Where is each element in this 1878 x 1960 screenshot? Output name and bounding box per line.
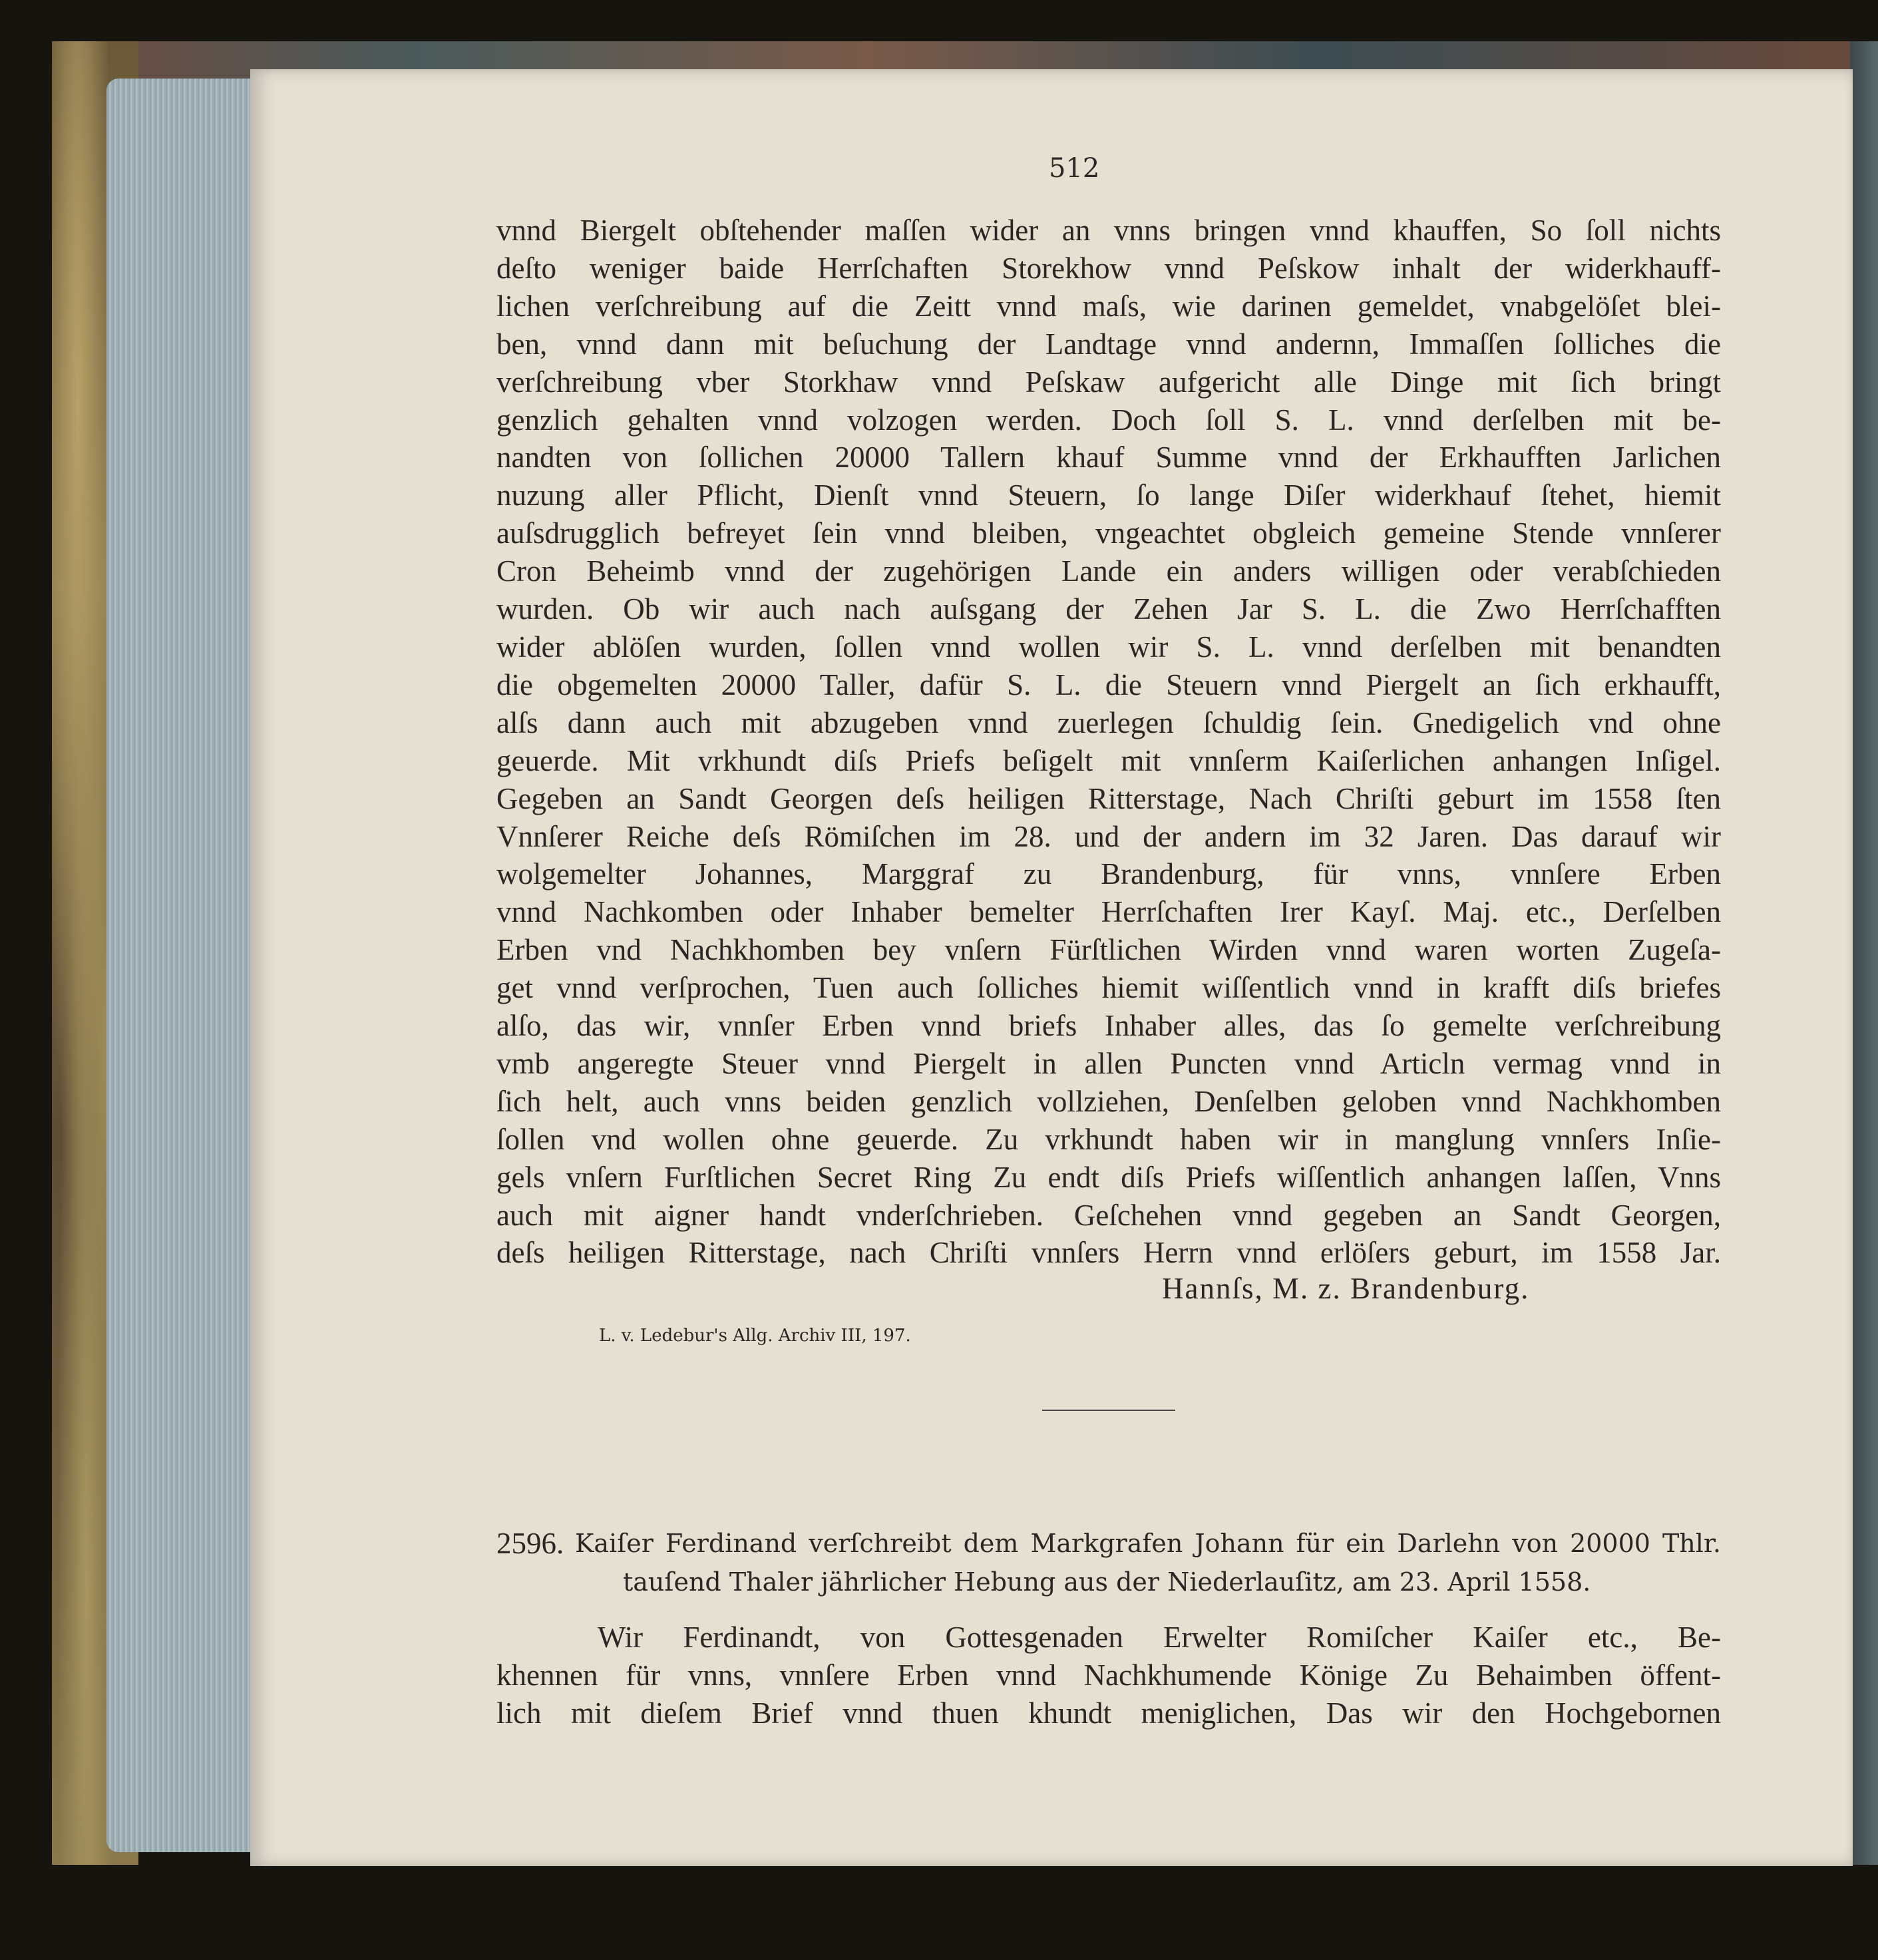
text-line: Wir Ferdinandt, von Gottesgenaden Erwelter Romiſcher Kaiſer etc., Be- (598, 1621, 1721, 1654)
text-line: nandten von ſollichen 20000 Tallern khauf Summe vnnd der Erkhaufften Jarlichen (496, 441, 1721, 475)
source-reference: L. v. Ledebur's Allg. Archiv III, 197. (599, 1326, 911, 1346)
text-line: Vnnſerer Reiche deſs Römiſchen im 28. und der andern im 32 Jaren. Das darauf wir (496, 819, 1721, 853)
text-line: verſchreibung vber Storkhaw vnnd Peſskaw aufgericht alle Dinge mit ſich bringt (496, 365, 1721, 399)
text-line: deſs heiligen Ritterstage, nach Chriſti vnnſers Herrn vnnd erlöſers geburt, im 1558 Jar. (496, 1236, 1721, 1270)
text-line: wurden. Ob wir auch nach auſsgang der Zehen Jar S. L. die Zwo Herrſchafften (496, 592, 1721, 626)
entry-heading-line: Kaiſer Ferdinand verſchreibt dem Markgrafen Johann für ein Darlehn von 20000 Thlr. (575, 1529, 1721, 1558)
entry-heading-line: tauſend Thaler jährlicher Hebung aus der Niederlauſitz, am 23. April 1558. (623, 1567, 1591, 1597)
text-line: alſs dann auch mit abzugeben vnnd zuerlegen ſchuldig ſein. Gnedigelich vnd ohne (496, 705, 1721, 739)
page-block-edges (106, 79, 260, 1852)
text-line: vnnd Biergelt obſtehender maſſen wider an vnns bringen vnnd khauffen, So ſoll nichts (496, 214, 1721, 247)
text-line: khennen für vnns, vnnſere Erben vnnd Nachkhumende Könige Zu Behaimben öffent- (496, 1659, 1721, 1692)
text-line: vmb angeregte Steuer vnnd Piergelt in allen Puncten vnnd Articln vermag vnnd in (496, 1046, 1721, 1080)
text-line: wolgemelter Johannes, Marggraf zu Brandenburg, für vnns, vnnſere Erben (496, 857, 1721, 891)
text-line: die obgemelten 20000 Taller, dafür S. L. die Steuern vnnd Piergelt an ſich erkhaufft, (496, 668, 1721, 701)
document-body-text (496, 212, 1721, 1272)
text-line: ben, vnnd dann mit beſuchung der Landtage vnnd andernn, Immaſſen ſolliches die (496, 327, 1721, 361)
text-line: Cron Beheimb vnnd der zugehörigen Lande ein anders willigen oder verabſchieden (496, 554, 1721, 588)
text-line: ſich helt, auch vnns beiden genzlich vollziehen, Denſelben geloben vnnd Nachkhomben (496, 1084, 1721, 1118)
text-line: lichen verſchreibung auf die Zeitt vnnd maſs, wie darinen gemeldet, vnabgelöſet blei- (496, 289, 1721, 323)
entry-body-text (496, 1619, 1721, 1732)
text-line: geuerde. Mit vrkhundt diſs Priefs beſigelt mit vnnſerm Kaiſerlichen anhangen Inſigel. (496, 743, 1721, 777)
section-divider (1042, 1410, 1175, 1411)
entry-number: 2596. (496, 1527, 564, 1560)
book-cover-right-edge (1850, 41, 1878, 1865)
page-number: 512 (1049, 153, 1100, 184)
text-line: genzlich gehalten vnnd volzogen werden. Doch ſoll S. L. vnnd derſelben mit be- (496, 403, 1721, 437)
text-line: gels vnſern Furſtlichen Secret Ring Zu endt diſs Priefs wiſſentlich anhangen laſſen, Vnns (496, 1160, 1721, 1194)
text-line: Gegeben an Sandt Georgen deſs heiligen Ritterstage, Nach Chriſti geburt im 1558 ſten (496, 781, 1721, 815)
text-line: lich mit dieſem Brief vnnd thuen khundt meniglichen, Das wir den Hochgebornen (496, 1696, 1721, 1730)
text-line: vnnd Nachkomben oder Inhaber bemelter Herrſchaften Irer Kayſ. Maj. etc., Derſelben (496, 895, 1721, 929)
signature-line: Hannſs, M. z. Brandenburg. (1162, 1272, 1530, 1305)
text-line: nuzung aller Pflicht, Dienſt vnnd Steuern, ſo lange Diſer widerkhauf ſtehet, hiemit (496, 479, 1721, 512)
text-line: auch mit aigner handt vnderſchrieben. Geſchehen vnnd gegeben an Sandt Georgen, (496, 1198, 1721, 1232)
text-line: alſo, das wir, vnnſer Erben vnnd briefs Inhaber alles, das ſo gemelte verſchreibung (496, 1009, 1721, 1043)
text-line: ſollen vnd wollen ohne geuerde. Zu vrkhundt haben wir in manglung vnnſers Inſie- (496, 1122, 1721, 1156)
text-line: Erben vnd Nachkhomben bey vnſern Fürſtlichen Wirden vnnd waren worten Zugeſa- (496, 933, 1721, 967)
text-line: wider ablöſen wurden, ſollen vnnd wollen wir S. L. vnnd derſelben mit benandten (496, 630, 1721, 664)
text-line: deſto weniger baide Herrſchaften Storekhow vnnd Peſskow inhalt der widerkhauff- (496, 251, 1721, 285)
text-line: get vnnd verſprochen, Tuen auch ſolliches hiemit wiſſentlich vnnd in krafft diſs briefes (496, 971, 1721, 1005)
text-line: auſsdrugglich befreyet ſein vnnd bleiben, vngeachtet obgleich gemeine Stende vnnſerer (496, 516, 1721, 550)
